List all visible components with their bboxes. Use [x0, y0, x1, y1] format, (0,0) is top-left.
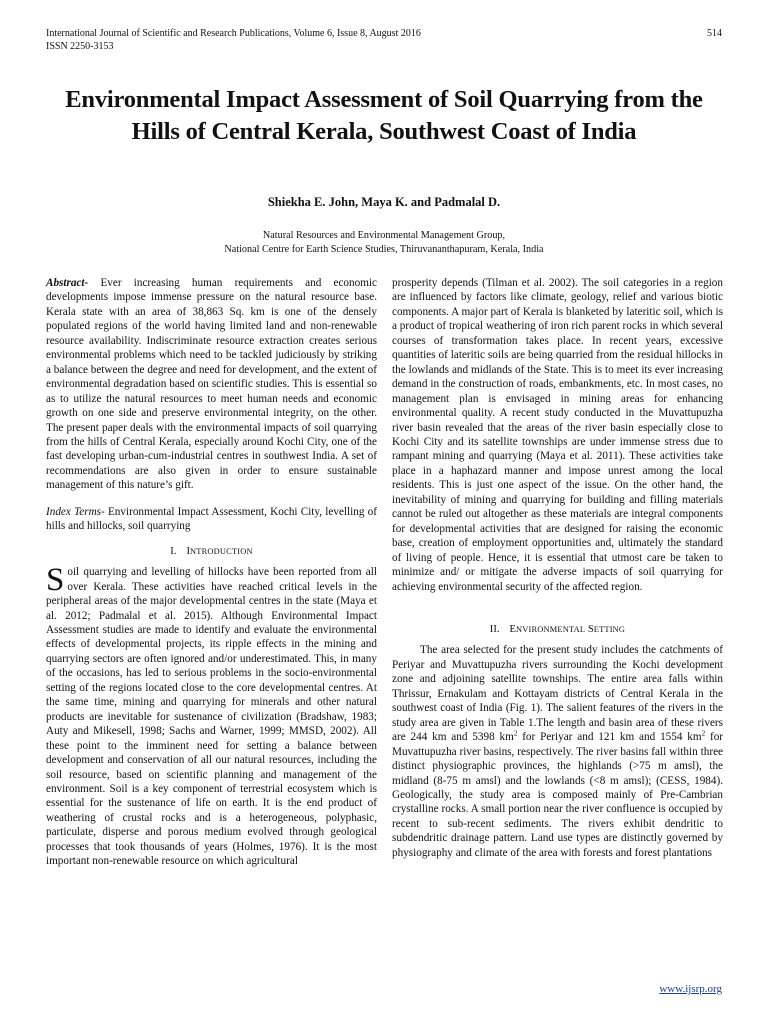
authors: Shiekha E. John, Maya K. and Padmalal D.: [267, 195, 501, 209]
paper-title: Environmental Impact Assessment of Soil Quarrying from the Hills of Central Kerala, Southwest Coast of India: [65, 86, 703, 145]
section-title-cap: S: [587, 623, 594, 635]
index-terms: [46, 505, 377, 534]
right-column: [392, 276, 723, 860]
section-heading-environmental-setting: [392, 623, 723, 637]
introduction-text: oil quarrying and levelling of hillocks have been reported from all over Kerala. These activities have reached critical levels in the peripheral areas of the major developmental centres in the state (Maya et al. 2012; Padmalal et al. 2015). Although Environmental Impact Assessment studies are made to identify and evaluate the environmental effects of developmental projects, its ripple effects in the mining and quarrying sectors are often ignored and/or underestimated. This, in many of the occasions, has led to serious problems in the socio-environmental setting of the regions located close to the core developmental centres. At the same time, mining and quarrying for minerals and other natural products are inevitable for sustenance of civilization (Bradshaw, 1983; Auty and Mikesell, 1998; Sachs and Warner, 1999; MMSD, 2002). All these point to the imminent need for setting a balance between development and conservation of all our natural resources, including the soil resource, based on scientific planning and management of the environment. Soil is a key component of terrestrial ecosystem which is essential for the sustenance of life on earth. It is the end product of weathering of crustal rocks and is a heterogeneous, polyphasic, particulate, disperse and porous medium evolved through geological processes that took thousands of years (Holmes, 1976). It is the most important non-renewable resource on which agricultural: [46, 566, 377, 868]
affiliation-line-1: Natural Resources and Environmental Management Group,: [262, 230, 506, 241]
affiliation: [0, 229, 768, 257]
section-title-rest: NVIRONMENTAL: [516, 624, 586, 634]
issn: ISSN 2250-3153: [46, 41, 114, 52]
abstract-text: Ever increasing human requirements and economic developments impose immense pressure on the natural resource base. Kerala state with an area of 38,863 Sq. km is one of the densely populated regions of the world having limited land and non-renewable resource availability. Indiscriminate resource extraction creates serious environmental problems which need to be tackled judiciously by striking a balance between the degree and need for development, and the extent of environmental degradation based on scientific studies. This is essential so as to utilize the natural resources to meet human needs and economic growth on one side and preserve environmental integrity, on the other. The present paper deals with the environmental impacts of soil quarrying from the hills of Central Kerala, especially around Kochi City, one of the fast developing urban-cum-industrial centres in southwest India. A set of recommendations are also given in order to ensure sustainable management of this nature’s gift.: [46, 277, 377, 492]
introduction-paragraph: [46, 562, 377, 869]
superscript: 2: [513, 729, 518, 738]
section-title-rest: ETTING: [593, 624, 626, 634]
journal-name: International Journal of Scientific and Research Publications, Volume 6, Issue 8, August 2016: [46, 28, 421, 39]
section-numeral: I.: [170, 545, 177, 557]
section-title-cap: E: [509, 623, 516, 635]
section-title-rest: NTRODUCTION: [190, 546, 253, 556]
section-title-cap: I: [186, 545, 191, 557]
running-header: [46, 27, 722, 53]
superscript: 2: [701, 729, 706, 738]
section-heading-introduction: [46, 545, 377, 559]
index-terms-label: Index Terms: [46, 505, 102, 518]
section-spacer: [392, 594, 723, 623]
left-column: [46, 276, 377, 869]
drop-cap: S: [46, 562, 65, 599]
text-run: The area selected for the present study includes the catchments of Periyar and Muvattupuzha rivers surrounding the Kochi development zone and adjoining satellite townships. The entire area falls within Thrissur, Ernakulam and Kottayam districts of Central Kerala in the southwest coast of India (Fig. 1). The salient features of the rivers in the study area are given in Table 1.The length and basin area of these rivers are 244 km and 5398 km: [392, 644, 723, 744]
text-run: for Muvattupuzha river basins, respectively. The river basins fall within three distinct physiographic provinces, the highlands (>75 m amsl), the midland (8-75 m amsl) and the lowlands (<8 m amsl); (CESS, 1984). Geologically, the study area is composed mainly of Pre-Cambrian crystalline rocks. A small portion near the river confluence is occupied by recent to sub-recent sediments. The rivers exhibit dendritic to subdendritic drainage pattern. Land use types are distinctly governed by physiography and climate of the area with forests and forest plantations: [392, 731, 724, 859]
journal-website-link[interactable]: www.ijsrp.org: [659, 983, 722, 995]
affiliation-line-2: National Centre for Earth Science Studies, Thiruvananthapuram, Kerala, India: [224, 244, 544, 255]
index-terms-text: - Environmental Impact Assessment, Kochi City, levelling of hills and hillocks, soil quarrying: [46, 505, 377, 533]
text-run: for Periyar and 121 km and 1554 km: [517, 731, 702, 744]
abstract: [46, 276, 377, 493]
section-numeral: II.: [489, 623, 500, 635]
introduction-continued: prosperity depends (Tilman et al. 2002). The soil categories in a region are influenced by factors like climate, geology, relief and various biotic components. A major part of Kerala is blanketed by lateritic soil, which is a product of tropical weathering of iron rich parent rocks in which several courses of transformation takes place. In recent years, excessive quantities of lateritic soils are being quarried from the residual hillocks in the lowlands and midlands of the State. This is to meet its ever increasing demand in the construction of roads, embankments, etc. In most cases, no management plan is envisaged in mining areas for enhancing environmental quality. A recent study conducted in the Muvattupuzha river basin revealed that the areas of the river basin especially close to Kochi City and its satellite townships are under immense stress due to rampant mining and quarrying (Maya et al. 2011). These activities take place in a haphazard manner and impose unrest among the local residents. This is just one aspect of the issue. On the other hand, the inevitability of mining and quarrying for building and filling materials cannot be ruled out altogether as these materials are integral components for developmental activities that are designed for raising the economic base, creation of employment opportunities and, ultimately the standard of living of people. Hence, it is essential that utmost care be taken to minimize and/ or mitigate the adverse impacts of soil quarrying for achieving environmental security of the affected region.: [392, 277, 723, 593]
page-number: 514: [707, 28, 722, 39]
abstract-label: Abstract-: [46, 277, 89, 289]
environmental-setting-paragraph: [392, 643, 723, 860]
